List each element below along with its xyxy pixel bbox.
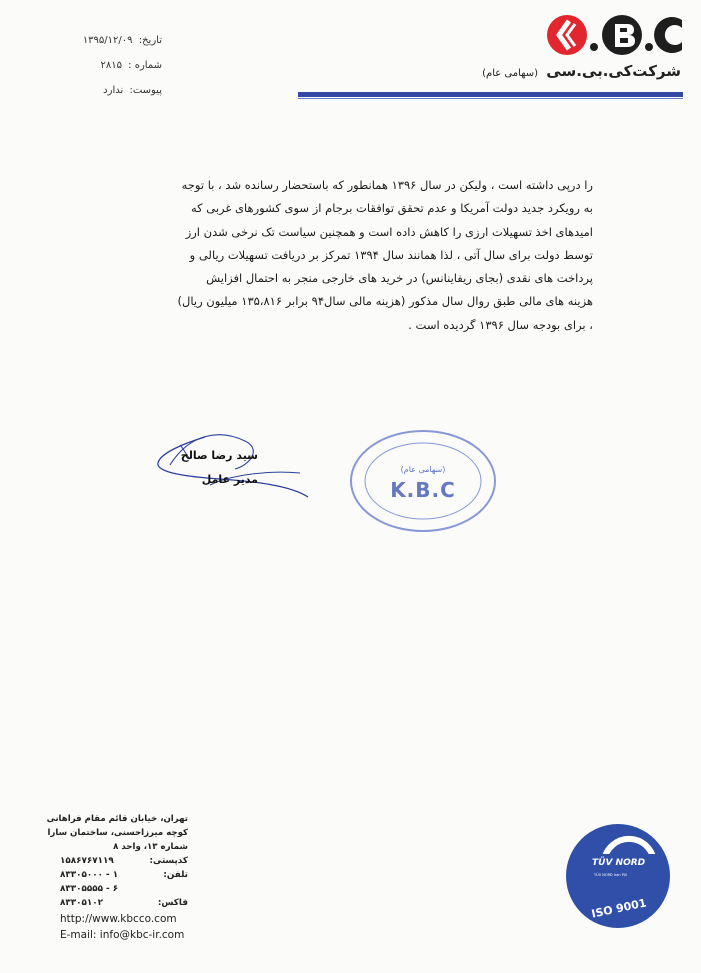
- number-value: ۲۸۱۵: [100, 60, 122, 71]
- fax-label: فاکس:: [157, 898, 188, 908]
- body-line: ، برای بودجه سال ۱۳۹۶ گردیده است .: [408, 317, 593, 332]
- attachment-row: [62, 84, 162, 98]
- date-label: تاریخ:: [138, 35, 162, 46]
- address-line: تهران، خیابان قائم مقام فراهانی: [46, 814, 188, 824]
- email-link[interactable]: E-mail: info@kbc-ir.com: [60, 929, 185, 941]
- signatory-title: مدیر عامل: [201, 473, 258, 486]
- stamp-mark: K.B.C: [390, 478, 456, 502]
- attachment-value: ندارد: [103, 85, 124, 96]
- postal-code-label: کدپستی:: [149, 856, 188, 866]
- fax-row: [60, 896, 188, 910]
- website-link[interactable]: http://www.kbcco.com: [60, 913, 177, 925]
- phone-row: [60, 868, 188, 882]
- attachment-label: پیوست:: [129, 85, 162, 96]
- kbc-logo-icon: [547, 12, 683, 58]
- header-rule: [298, 92, 683, 97]
- body-line: هزینه های مالی طبق روال سال مذکور (هزینه مالی سال۹۴ برابر ۱۳۵،۸۱۶ میلیون ریال): [177, 294, 593, 309]
- footer-address: [46, 812, 188, 942]
- postal-code-row: [60, 854, 188, 868]
- phone-label: تلفن:: [163, 870, 188, 880]
- phone-row-2: [60, 882, 188, 896]
- body-line: به رویکرد جدید دولت آمریکا و عدم تحقق توافقات برجام از سوی کشورهای غربی که: [190, 201, 593, 216]
- company-name-text: شرکت‌کی.بی.سی: [546, 62, 681, 80]
- stamp-company-type: (سهامی عام): [400, 465, 446, 474]
- iso-certification-badge: [564, 822, 672, 930]
- fax-value: ۸۳۳۰۵۱۰۲: [60, 898, 103, 908]
- cert-standard: ISO 9001: [590, 896, 648, 921]
- phone-value-2: ۸۳۳۰۵۵۵۵ - ۶: [60, 884, 119, 894]
- number-row: [62, 59, 162, 73]
- date-row: [62, 34, 162, 48]
- letter-body: [107, 174, 593, 337]
- address-line: کوچه میرزاحسنی، ساختمان سارا: [47, 828, 188, 838]
- cert-subtitle: TÜV NORD Iran PJS: [594, 873, 628, 877]
- signatory-name: سید رضا صالح: [180, 449, 258, 462]
- company-name: [482, 62, 681, 80]
- number-label: شماره :: [128, 60, 162, 71]
- cert-brand: TÜV NORD: [592, 858, 646, 868]
- body-line: امیدهای اخذ تسهیلات ارزی را کاهش داده است و همچنین سیاست تک نرخی شدن ارز: [185, 224, 593, 239]
- postal-code-value: ۱۵۸۶۷۶۷۱۱۹: [60, 856, 114, 866]
- date-value: ۱۳۹۵/۱۲/۰۹: [82, 35, 133, 46]
- body-line: توسط دولت برای سال آتی ، لذا همانند سال ۱۳۹۴ تمرکز بر دریافت تسهیلات ریالی و: [189, 247, 593, 262]
- company-type: (سهامی عام): [482, 68, 539, 79]
- phone-value: ۸۳۳۰۵۰۰۰ - ۱: [60, 870, 119, 880]
- company-stamp: [348, 428, 498, 534]
- header-rule-thin: [298, 98, 683, 99]
- body-line: را درپی داشته است ، ولیکن در سال ۱۳۹۶ همانطور که باستحضار رسانده شد ، با توجه: [181, 178, 593, 192]
- letter-meta: [62, 34, 162, 109]
- signature-block: [150, 425, 310, 510]
- body-line: پرداخت های نقدی (بجای ریفاینانس) در خرید های خارجی منجر به احتمال افزایش: [206, 271, 593, 286]
- address-line: شماره ۱۳، واحد ۸: [113, 842, 188, 852]
- signature-scribble-icon: [150, 425, 310, 510]
